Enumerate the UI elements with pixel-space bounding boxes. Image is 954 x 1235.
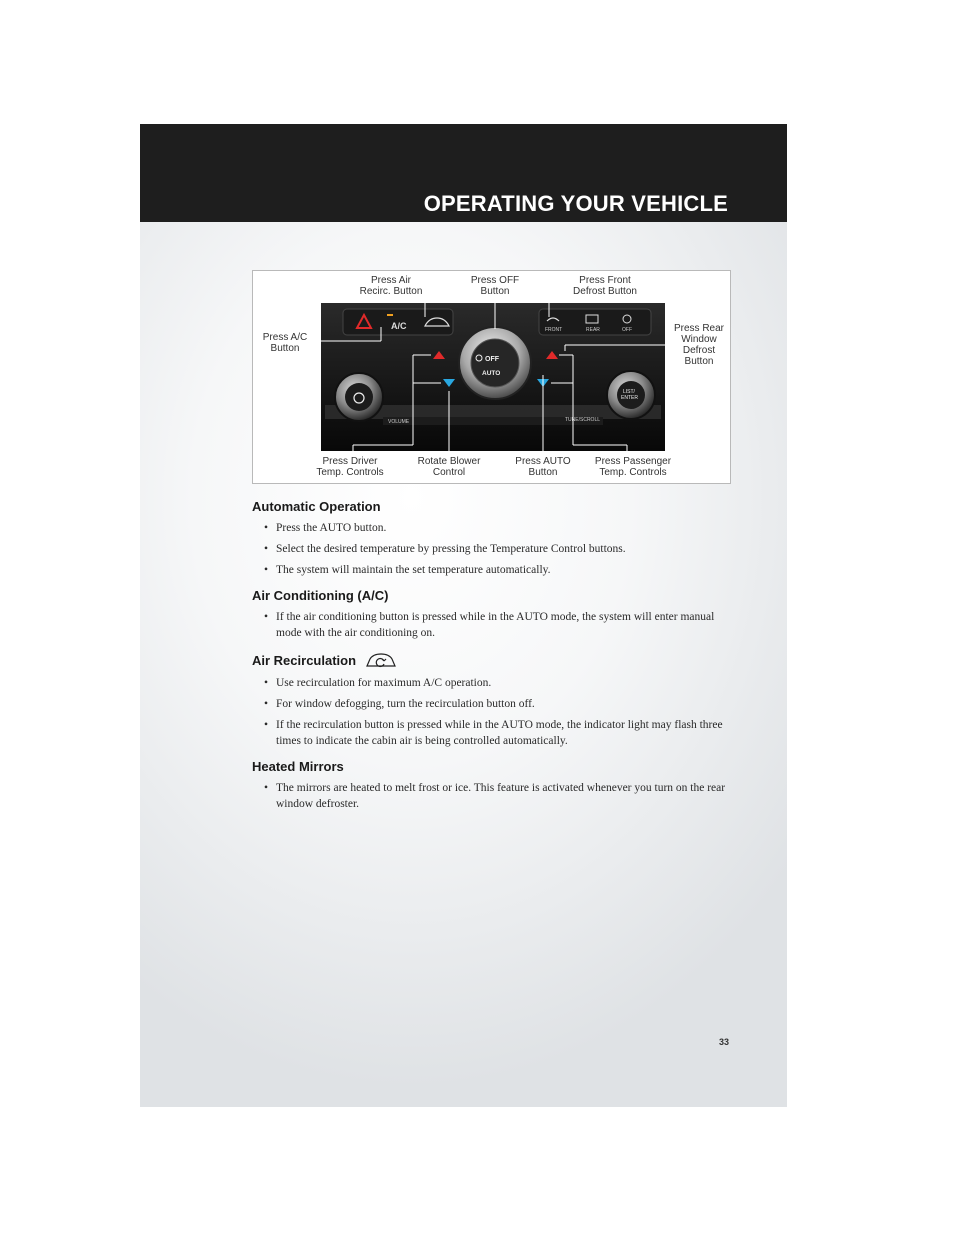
heading-air-recirculation: Air Recirculation bbox=[252, 652, 357, 668]
list-item: • The system will maintain the set temperature automatically. bbox=[252, 562, 732, 578]
callout-front-defrost: Press Front Defrost Button bbox=[573, 275, 637, 297]
climate-control-figure bbox=[252, 270, 731, 484]
list-item: • Press the AUTO button. bbox=[252, 520, 732, 536]
heading-automatic-operation: Automatic Operation bbox=[252, 499, 381, 514]
callout-rear-defrost: Press Rear Window Defrost Button bbox=[673, 323, 724, 367]
header-banner bbox=[140, 124, 787, 222]
content-body bbox=[252, 499, 732, 822]
page-number: 33 bbox=[719, 1037, 730, 1047]
heading-air-conditioning: Air Conditioning (A/C) bbox=[252, 588, 389, 603]
manual-page bbox=[140, 124, 787, 1107]
climate-panel-illustration bbox=[253, 271, 730, 483]
list-item: • If the air conditioning button is pressed while in the AUTO mode, the system will enter manual mode with the air conditioning on. bbox=[252, 609, 732, 641]
callout-ac: Press A/C Button bbox=[262, 332, 308, 354]
callout-blower: Rotate Blower Control bbox=[417, 456, 481, 478]
off-small-label: OFF bbox=[622, 327, 632, 333]
heated-mirrors-list bbox=[252, 780, 732, 812]
volume-label: VOLUME bbox=[388, 419, 410, 425]
heading-air-recirculation-row bbox=[252, 651, 732, 669]
automatic-operation-list bbox=[252, 520, 732, 578]
list-item: • The mirrors are heated to melt frost or ice. This feature is activated whenever you turn on the rear window defroster. bbox=[252, 780, 732, 812]
front-panel-label: FRONT bbox=[545, 327, 563, 333]
heading-heated-mirrors: Heated Mirrors bbox=[252, 759, 344, 774]
rear-panel-label: REAR bbox=[586, 327, 600, 333]
page-title: OPERATING YOUR VEHICLE bbox=[423, 191, 728, 216]
off-panel-label: OFF bbox=[485, 356, 499, 363]
recirculation-icon bbox=[364, 651, 398, 669]
ac-panel-label: A/C bbox=[391, 321, 407, 331]
list-item: • For window defogging, turn the recirculation button off. bbox=[252, 696, 732, 712]
callout-air-recirc: Press Air Recirc. Button bbox=[359, 275, 423, 297]
air-conditioning-list bbox=[252, 609, 732, 641]
list-enter-label: LIST/ ENTER bbox=[621, 389, 638, 401]
callout-off: Press OFF Button bbox=[470, 275, 520, 297]
callout-auto: Press AUTO Button bbox=[515, 456, 571, 478]
callout-driver-temp: Press Driver Temp. Controls bbox=[316, 456, 384, 478]
auto-panel-label: AUTO bbox=[482, 370, 501, 377]
tune-scroll-label: TUNE/SCROLL bbox=[565, 417, 601, 423]
list-item: • Select the desired temperature by pressing the Temperature Control buttons. bbox=[252, 541, 732, 557]
callout-passenger-temp: Press Passenger Temp. Controls bbox=[594, 456, 672, 478]
air-recirculation-list bbox=[252, 675, 732, 749]
list-item: • If the recirculation button is pressed while in the AUTO mode, the indicator light may flash three times to indicate the cabin air is being controlled automatically. bbox=[252, 717, 732, 749]
list-item: • Use recirculation for maximum A/C operation. bbox=[252, 675, 732, 691]
